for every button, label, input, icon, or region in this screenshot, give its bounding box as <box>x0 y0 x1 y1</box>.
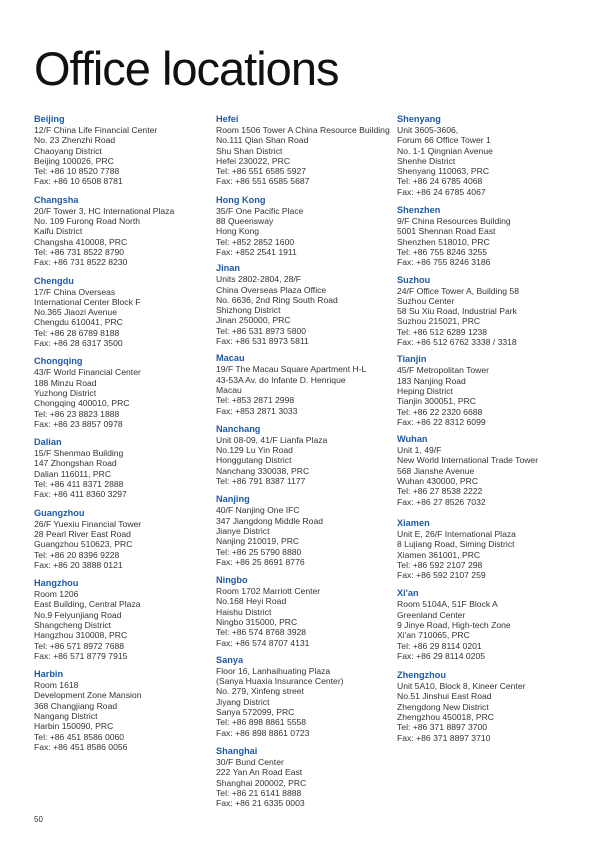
office-address-line: Tel: +86 755 8246 3255 <box>397 246 488 257</box>
office-address-line: 35/F One Pacific Place <box>216 205 304 216</box>
office-block <box>397 114 577 197</box>
office-address-line: Harbin 150090, PRC <box>34 721 114 732</box>
office-address-line: Yuzhong District <box>34 387 97 398</box>
office-address-line: 222 Yan An Road East <box>216 767 303 778</box>
office-address-line: Tel: +853 2871 2998 <box>216 395 295 406</box>
office-block <box>216 114 396 187</box>
office-city-heading: Hong Kong <box>216 194 266 205</box>
office-city-heading: Xiamen <box>397 517 430 528</box>
office-address-line: Fax: +86 21 6335 0003 <box>216 798 305 809</box>
office-address-line: 43/F World Financial Center <box>34 367 141 378</box>
office-address-line: Dalian 116011, PRC <box>34 468 112 479</box>
office-address-line: 88 Queensway <box>216 216 274 227</box>
office-address-line: Fax: +86 22 8312 6099 <box>397 416 486 427</box>
office-address-line: Tianjin 300051, PRC <box>397 396 476 407</box>
office-address-line: Tel: +86 24 6785 4068 <box>397 176 483 187</box>
office-address-line: Beijing 100026, PRC <box>34 155 114 166</box>
office-address-line: Tel: +86 592 2107 298 <box>397 559 483 570</box>
office-address-line: (Sanya Huaxia Insurance Center) <box>216 676 344 687</box>
office-address-line: Fax: +86 10 6508 8781 <box>34 176 123 187</box>
office-address-line: Ningbo 315000, PRC <box>216 616 298 627</box>
office-address-line: Fax: +86 571 8779 7915 <box>34 650 128 661</box>
office-block <box>397 434 577 507</box>
office-address-line: Shu Shan District <box>216 145 283 156</box>
office-column-1 <box>34 106 214 752</box>
office-address-line: Jianye District <box>216 525 270 536</box>
office-address-line: Tel: +86 10 8520 7788 <box>34 166 120 177</box>
office-address-line: Room 1506 Tower A China Resource Building <box>216 125 390 135</box>
office-address-line: Fax: +86 24 6785 4067 <box>397 186 486 197</box>
office-city-heading: Chengdu <box>34 275 74 286</box>
office-address-line: Fax: +86 23 8857 0978 <box>34 418 123 429</box>
office-block <box>34 508 214 570</box>
office-address-line: Hong Kong <box>216 226 260 237</box>
office-address-line: Fax: +86 592 2107 259 <box>397 570 486 581</box>
office-city-heading: Hangzhou <box>34 578 79 589</box>
office-address-line: Xi'an 710065, PRC <box>397 630 470 641</box>
office-address-line: Room 1702 Marriott Center <box>216 586 321 597</box>
office-address-line: Wuhan 430000, PRC <box>397 476 479 487</box>
office-block <box>397 670 577 743</box>
office-address-line: Shenyang 110063, PRC <box>397 166 490 177</box>
office-address-line: No. 279, Xinfeng street <box>216 686 304 697</box>
office-city-heading: Guangzhou <box>34 507 85 518</box>
office-city-heading: Suzhou <box>397 274 431 285</box>
office-address-line: Shizhong District <box>216 305 281 316</box>
office-city-heading: Ningbo <box>216 575 248 586</box>
office-address-line: Tel: +86 512 6289 1238 <box>397 326 488 337</box>
office-block <box>397 205 577 267</box>
office-city-heading: Xi'an <box>397 588 419 599</box>
office-address-line: Room 1206 <box>34 589 79 600</box>
office-block <box>397 518 577 580</box>
office-address-line: 5001 Shennan Road East <box>397 226 496 237</box>
office-city-heading: Wuhan <box>397 434 428 445</box>
office-block <box>216 746 396 808</box>
office-city-heading: Hefei <box>216 114 239 124</box>
office-block <box>34 114 214 187</box>
office-address-line: International Center Block F <box>34 296 141 307</box>
office-block <box>34 276 214 349</box>
office-address-line: Chaoyang District <box>34 145 102 156</box>
office-column-2 <box>216 106 396 808</box>
office-address-line: Nanjing 210019, PRC <box>216 536 300 547</box>
office-address-line: New World International Trade Tower <box>397 455 539 466</box>
office-address-line: No.51 Jinshui East Road <box>397 691 492 702</box>
office-address-line: Tel: +86 23 8823 1888 <box>34 408 120 419</box>
office-address-line: Fax: +86 755 8246 3186 <box>397 257 491 268</box>
office-city-heading: Macau <box>216 353 245 364</box>
office-address-line: Tel: +86 451 8586 0060 <box>34 731 125 742</box>
office-city-heading: Dalian <box>34 437 62 448</box>
office-address-line: Nangang District <box>34 711 98 722</box>
office-address-line: Development Zone Mansion <box>34 690 142 701</box>
office-address-line: 45/F Metropolitan Tower <box>397 365 490 376</box>
office-city-heading: Shenyang <box>397 114 441 124</box>
office-block <box>397 588 577 661</box>
office-address-line: Tel: +86 791 8387 1177 <box>216 476 306 487</box>
office-address-line: Tel: +86 20 8396 9228 <box>34 549 120 560</box>
office-address-line: Fax: +86 574 8707 4131 <box>216 637 310 648</box>
office-address-line: Fax: +86 20 3888 0121 <box>34 559 123 570</box>
office-address-line: Room 1618 <box>34 680 79 691</box>
office-address-line: Tel: +86 21 6141 8888 <box>216 787 302 798</box>
office-city-heading: Nanchang <box>216 423 261 434</box>
office-address-line: Fax: +86 29 8114 0205 <box>397 650 485 661</box>
office-column-3 <box>397 106 577 743</box>
office-address-line: Tel: +86 731 8522 8790 <box>34 246 125 257</box>
office-address-line: No.9 Feiyunjiang Road <box>34 609 122 620</box>
office-address-line: 368 Changjiang Road <box>34 700 118 711</box>
office-address-line: Jiyang District <box>216 696 270 707</box>
office-address-line: Tel: +86 28 6789 8188 <box>34 327 120 338</box>
office-address-line: Kaifu District <box>34 226 83 237</box>
office-address-line: Xiamen 361001, PRC <box>397 549 481 560</box>
office-address-line: 9/F China Resources Building <box>397 216 511 227</box>
office-address-line: 12/F China Life Financial Center <box>34 125 158 135</box>
office-address-line: No.111 Qian Shan Road <box>216 135 309 146</box>
office-address-line: No.129 Lu Yin Road <box>216 445 293 456</box>
office-address-line: 26/F Yuexiu Financial Tower <box>34 518 142 529</box>
page-number: 50 <box>34 815 43 824</box>
office-address-line: No. 1-1 Qingnian Avenue <box>397 145 493 156</box>
office-address-line: Jinan 250000, PRC <box>216 315 291 326</box>
office-address-line: Forum 66 Office Tower 1 <box>397 135 491 146</box>
office-block <box>216 353 396 415</box>
office-address-line: 43-53A Av. do Infante D. Henrique <box>216 374 346 385</box>
office-city-heading: Tianjin <box>397 354 427 365</box>
office-address-line: Guangzhou 510623, PRC <box>34 539 133 550</box>
office-city-heading: Beijing <box>34 114 65 124</box>
office-address-line: 20/F Tower 3, HC International Plaza <box>34 205 175 216</box>
office-address-line: 19/F The Macau Square Apartment H-L <box>216 364 367 375</box>
office-block <box>34 195 214 268</box>
office-address-line: Nanchang 330038, PRC <box>216 465 310 476</box>
office-address-line: 183 Nanjing Road <box>397 375 466 386</box>
office-block <box>216 655 396 738</box>
office-address-line: Heping District <box>397 385 453 396</box>
office-address-line: Fax: +86 531 8973 5811 <box>216 336 309 347</box>
office-block <box>216 575 396 648</box>
office-address-line: 188 Minzu Road <box>34 377 97 388</box>
office-address-line: Shangcheng District <box>34 619 111 630</box>
office-address-line: 147 Zhongshan Road <box>34 458 117 469</box>
office-address-line: No.365 Jiaozi Avenue <box>34 307 117 318</box>
office-city-heading: Sanya <box>216 654 244 665</box>
office-address-line: Fax: +86 512 6762 3338 / 3318 <box>397 337 517 348</box>
office-address-line: Fax: +86 451 8586 0056 <box>34 741 128 752</box>
office-address-line: 28 Pearl River East Road <box>34 528 131 539</box>
office-address-line: 15/F Shenmao Building <box>34 448 124 459</box>
office-address-line: 40/F Nanjing One IFC <box>216 505 300 516</box>
office-address-line: Chengdu 610041, PRC <box>34 317 123 328</box>
office-block <box>216 494 396 567</box>
office-block <box>216 195 396 257</box>
page-title: Office locations <box>34 42 339 95</box>
office-city-heading: Shanghai <box>216 745 258 756</box>
office-address-line: Unit 08-09, 41/F Lianfa Plaza <box>216 434 328 445</box>
office-address-line: Tel: +86 411 8371 2888 <box>34 479 124 490</box>
office-address-line: Hangzhou 310008, PRC <box>34 630 128 641</box>
office-address-line: Haishu District <box>216 606 272 617</box>
office-address-line: Tel: +86 551 6585 5927 <box>216 166 307 177</box>
office-address-line: Fax: +853 2871 3033 <box>216 405 298 416</box>
office-address-line: East Building, Central Plaza <box>34 599 141 610</box>
office-address-line: Fax: +86 28 6317 3500 <box>34 338 123 349</box>
office-address-line: Shanghai 200002, PRC <box>216 777 307 788</box>
office-address-line: China Overseas Plaza Office <box>216 284 327 295</box>
office-address-line: Fax: +86 551 6585 5687 <box>216 176 310 187</box>
office-address-line: Unit 5A10, Block 8, Kineer Center <box>397 681 526 692</box>
office-address-line: 8 Lujiang Road, Siming District <box>397 539 515 550</box>
office-address-line: Suzhou Center <box>397 295 455 306</box>
office-address-line: 58 Su Xiu Road, Industrial Park <box>397 306 517 317</box>
office-address-line: Room 5104A, 51F Block A <box>397 599 498 610</box>
office-address-line: Tel: +86 25 5790 8880 <box>216 546 302 557</box>
office-address-line: 347 Jiangdong Middle Road <box>216 515 324 526</box>
office-address-line: Shenhe District <box>397 155 456 166</box>
office-address-line: Unit E, 26/F International Plaza <box>397 528 516 539</box>
office-address-line: 568 Jianshe Avenue <box>397 465 475 476</box>
office-address-line: 9 Jinye Road, High-tech Zone <box>397 619 511 630</box>
office-address-line: Fax: +86 25 8691 8776 <box>216 556 305 567</box>
office-block <box>34 356 214 429</box>
office-address-line: Suzhou 215021, PRC <box>397 316 481 327</box>
office-address-line: Floor 16, Lanhaihuating Plaza <box>216 665 331 676</box>
office-address-line: Tel: +86 531 8973 5800 <box>216 325 307 336</box>
office-address-line: Tel: +86 29 8114 0201 <box>397 640 482 651</box>
office-city-heading: Zhengzhou <box>397 670 446 681</box>
office-address-line: Shenzhen 518010, PRC <box>397 236 490 247</box>
office-address-line: Fax: +86 371 8897 3710 <box>397 732 491 743</box>
office-city-heading: Shenzhen <box>397 205 441 216</box>
office-address-line: Chongqing 400010, PRC <box>34 398 130 409</box>
office-address-line: Tel: +86 22 2320 6688 <box>397 406 483 417</box>
office-address-line: No. 23 Zhenzhi Road <box>34 135 116 146</box>
office-address-line: Zhengdong New District <box>397 701 489 712</box>
office-address-line: Tel: +86 371 8897 3700 <box>397 722 488 733</box>
office-city-heading: Harbin <box>34 669 64 680</box>
office-address-line: No. 6636, 2nd Ring South Road <box>216 294 338 305</box>
office-address-line: 17/F China Overseas <box>34 286 116 297</box>
office-address-line: Changsha 410008, PRC <box>34 236 128 247</box>
office-block <box>216 263 396 346</box>
office-city-heading: Chongqing <box>34 356 83 367</box>
office-address-line: Tel: +86 571 8972 7688 <box>34 640 125 651</box>
office-address-line: Tel: +86 574 8768 3928 <box>216 627 307 638</box>
office-city-heading: Jinan <box>216 263 240 274</box>
office-block <box>397 275 577 348</box>
office-address-line: Fax: +86 898 8861 0723 <box>216 727 310 738</box>
office-city-heading: Nanjing <box>216 494 250 505</box>
office-address-line: No.168 Heyi Road <box>216 596 287 607</box>
office-address-line: Sanya 572099, PRC <box>216 707 295 718</box>
office-address-line: Unit 1, 49/F <box>397 445 442 456</box>
office-address-line: Units 2802-2804, 28/F <box>216 274 302 285</box>
office-block <box>34 578 214 661</box>
office-address-line: 30/F Bund Center <box>216 756 284 767</box>
office-block <box>216 424 396 486</box>
office-address-line: Unit 3605-3606, <box>397 125 459 135</box>
office-address-line: Fax: +852 2541 1911 <box>216 246 297 257</box>
office-block <box>34 669 214 752</box>
office-address-line: Fax: +86 411 8360 3297 <box>34 489 127 500</box>
office-address-line: Macau <box>216 384 242 395</box>
office-city-heading: Changsha <box>34 194 79 205</box>
office-address-line: Tel: +86 27 8538 2222 <box>397 486 483 497</box>
office-block <box>34 437 214 499</box>
office-address-line: Tel: +86 898 8861 5558 <box>216 717 307 728</box>
office-address-line: Hefei 230022, PRC <box>216 155 291 166</box>
office-block <box>397 354 577 427</box>
office-address-line: Honggutang District <box>216 455 292 466</box>
office-address-line: Tel: +852 2852 1600 <box>216 236 295 247</box>
office-address-line: Fax: +86 731 8522 8230 <box>34 257 128 268</box>
office-address-line: Greenland Center <box>397 609 466 620</box>
office-address-line: No. 109 Furong Road North <box>34 216 141 227</box>
office-address-line: Fax: +86 27 8526 7032 <box>397 496 486 507</box>
office-address-line: Zhengzhou 450018, PRC <box>397 712 494 723</box>
office-address-line: 24/F Office Tower A, Building 58 <box>397 285 519 296</box>
